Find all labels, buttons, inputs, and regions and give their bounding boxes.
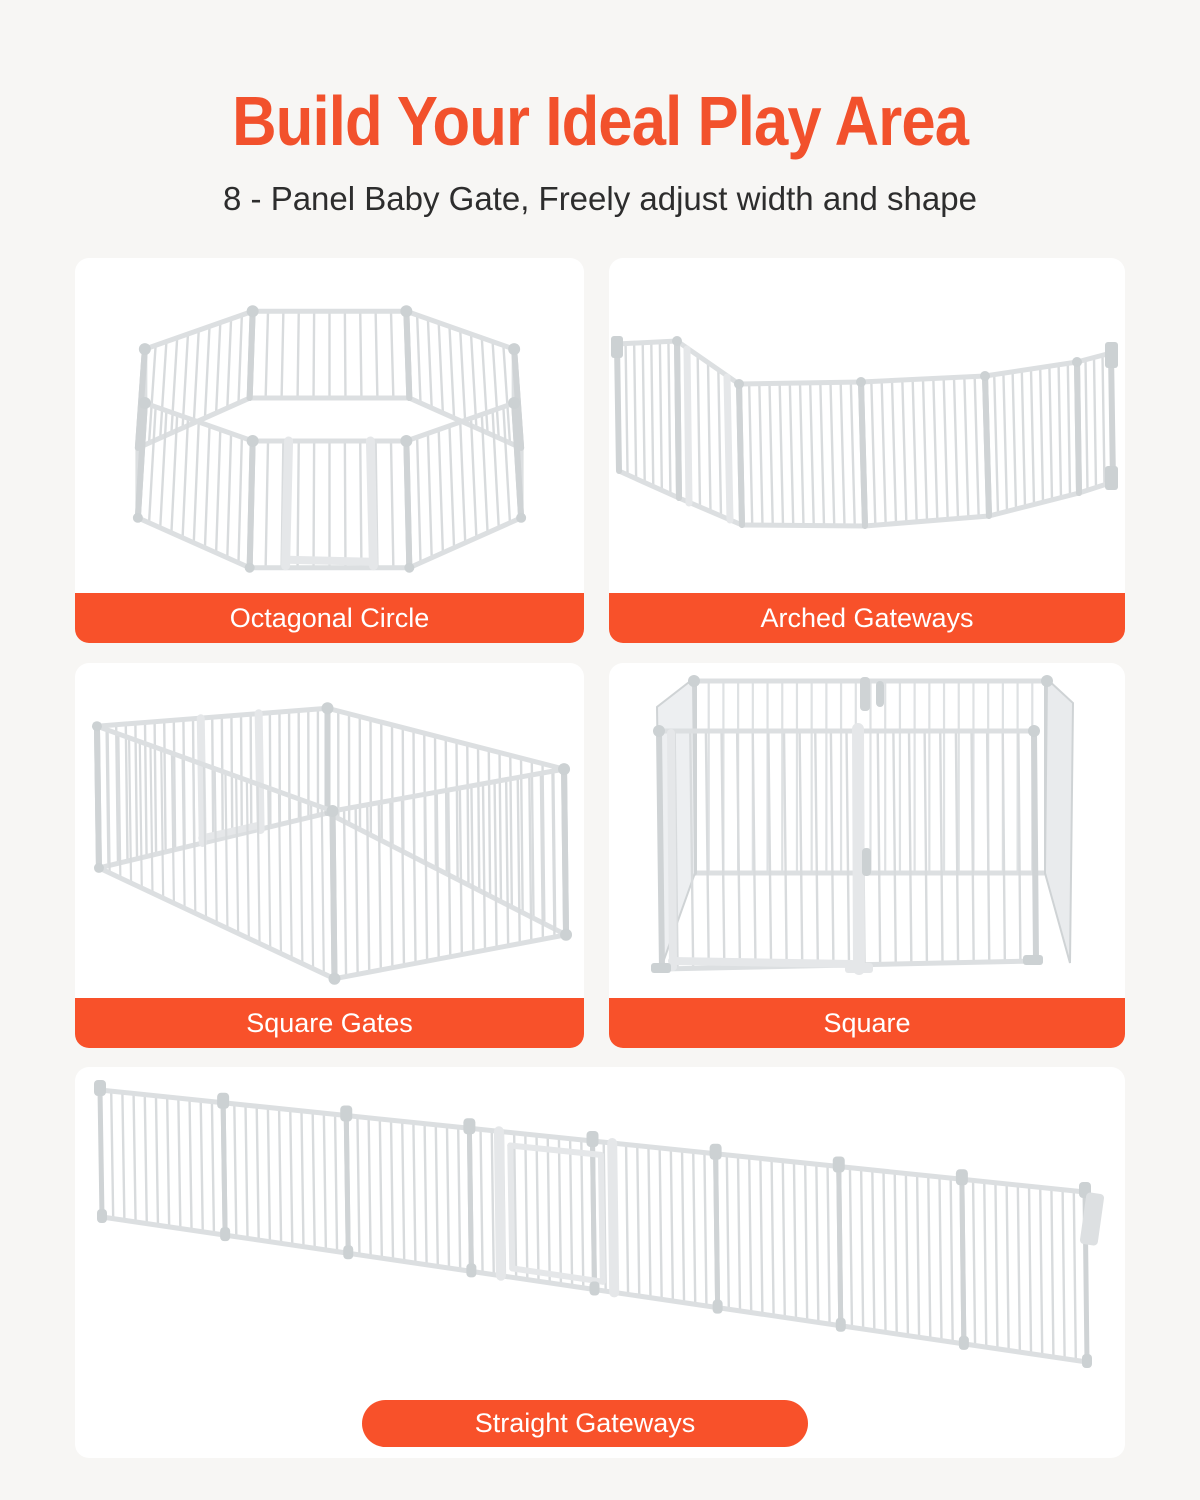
- square-gates-gate-photo: [75, 663, 584, 998]
- card-square: [609, 663, 1125, 1048]
- page-subtitle: 8 - Panel Baby Gate, Freely adjust width and shape: [223, 180, 977, 217]
- card-square-gates: [75, 663, 584, 1048]
- label-octagonal-circle: [75, 593, 584, 643]
- card-octagonal-circle: [75, 258, 584, 643]
- square-gate-photo: [609, 663, 1125, 1003]
- octagonal-circle-gate-photo: [75, 258, 584, 593]
- label-square-gates: [75, 998, 584, 1048]
- label-text: Square: [823, 1007, 911, 1038]
- label-text: Octagonal Circle: [229, 602, 430, 633]
- label-text: Straight Gateways: [474, 1408, 696, 1438]
- page-title: Build Your Ideal Play Area: [232, 82, 968, 160]
- label-square: [609, 998, 1125, 1048]
- label-text: Arched Gateways: [760, 602, 974, 633]
- card-straight-gateways: [75, 1067, 1125, 1458]
- label-arched-gateways: [609, 593, 1125, 643]
- label-straight-gateways: [362, 1400, 808, 1447]
- arched-gateways-gate-photo: [609, 258, 1125, 593]
- card-arched-gateways: [609, 258, 1125, 643]
- label-text: Square Gates: [246, 1007, 413, 1038]
